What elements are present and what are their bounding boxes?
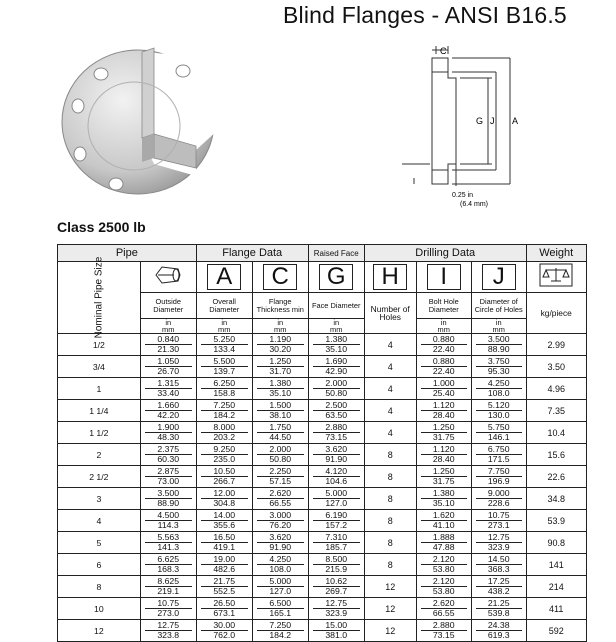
nominal-pipe-size: 1 1/4	[58, 400, 141, 422]
circle-of-holes-diameter: 9.000 228.6	[471, 488, 526, 510]
outside-diameter: 12.75 323.8	[140, 620, 196, 642]
table-row	[58, 334, 587, 356]
overall-diameter: 16.50 419.1	[196, 532, 252, 554]
overall-diameter: 30.00 762.0	[196, 620, 252, 642]
face-diameter: 2.000 50.80	[308, 378, 364, 400]
desc-kg-per-piece: kg/piece	[526, 293, 586, 334]
overall-diameter: 19.00 482.6	[196, 554, 252, 576]
circle-of-holes-diameter: 3.750 95.30	[471, 356, 526, 378]
bolt-hole-diameter: 1.620 41.10	[416, 510, 471, 532]
scale-icon	[526, 262, 586, 293]
raised-face-note: 0.25 in	[452, 192, 474, 199]
outside-diameter: 2.375 60.30	[140, 444, 196, 466]
weight-kg: 592	[526, 620, 586, 642]
face-diameter: 4.120 104.6	[308, 466, 364, 488]
face-diameter: 10.62 269.7	[308, 576, 364, 598]
weight-kg: 90.8	[526, 532, 586, 554]
nominal-pipe-size: 2	[58, 444, 141, 466]
flange-thickness: 4.250 108.0	[252, 554, 308, 576]
weight-kg: 22.6	[526, 466, 586, 488]
desc-bolt-hole-diameter: Bolt Hole Diameter	[416, 293, 471, 319]
page-title: Blind Flanges - ANSI B16.5	[283, 2, 567, 28]
number-of-holes: 8	[364, 510, 416, 532]
flange-thickness: 1.190 30.20	[252, 334, 308, 356]
face-diameter: 1.690 42.90	[308, 356, 364, 378]
group-flange-data: Flange Data	[196, 245, 308, 262]
table-row	[58, 510, 587, 532]
desc-flange-thickness: Flange Thickness min	[252, 293, 308, 319]
nominal-pipe-size: 3	[58, 488, 141, 510]
bolt-hole-diameter: 2.120 53.80	[416, 576, 471, 598]
face-diameter: 1.380 35.10	[308, 334, 364, 356]
weight-kg: 3.50	[526, 356, 586, 378]
desc-circle-diameter: Diameter of Circle of Holes	[471, 293, 526, 319]
number-of-holes: 8	[364, 532, 416, 554]
flange-thickness: 3.000 76.20	[252, 510, 308, 532]
nominal-pipe-size: 1	[58, 378, 141, 400]
circle-of-holes-diameter: 5.120 130.0	[471, 400, 526, 422]
pipe-icon	[140, 262, 196, 293]
circle-of-holes-diameter: 12.75 323.9	[471, 532, 526, 554]
circle-of-holes-diameter: 14.50 368.3	[471, 554, 526, 576]
table-row	[58, 466, 587, 488]
unit-cell: in mm	[416, 319, 471, 334]
nominal-pipe-size: 1/2	[58, 334, 141, 356]
overall-diameter: 14.00 355.6	[196, 510, 252, 532]
desc-face-diameter: Face Diameter	[308, 293, 364, 319]
face-diameter: 3.620 91.90	[308, 444, 364, 466]
flange-thickness: 7.250 184.2	[252, 620, 308, 642]
dimension-drawing	[392, 36, 542, 211]
bolt-hole-diameter: 1.250 31.75	[416, 466, 471, 488]
nominal-pipe-size: 2 1/2	[58, 466, 141, 488]
weight-kg: 10.4	[526, 422, 586, 444]
table-row	[58, 422, 587, 444]
nominal-pipe-size: 10	[58, 598, 141, 620]
unit-cell: in mm	[196, 319, 252, 334]
unit-cell: in mm	[140, 319, 196, 334]
raised-face-note-mm: (6.4 mm)	[460, 201, 488, 208]
bolt-hole-diameter: 2.620 66.55	[416, 598, 471, 620]
outside-diameter: 0.840 21.30	[140, 334, 196, 356]
group-pipe: Pipe	[58, 245, 197, 262]
number-of-holes: 8	[364, 444, 416, 466]
number-of-holes: 8	[364, 554, 416, 576]
table-row	[58, 356, 587, 378]
group-weight: Weight	[526, 245, 586, 262]
flange-thickness: 1.750 44.50	[252, 422, 308, 444]
nominal-pipe-size: 12	[58, 620, 141, 642]
table-row	[58, 444, 587, 466]
nominal-pipe-size: 4	[58, 510, 141, 532]
circle-of-holes-diameter: 7.750 196.9	[471, 466, 526, 488]
flange-thickness: 3.620 91.90	[252, 532, 308, 554]
number-of-holes: 4	[364, 400, 416, 422]
bolt-hole-diameter: 1.120 28.40	[416, 444, 471, 466]
overall-diameter: 7.250 184.2	[196, 400, 252, 422]
overall-diameter: 5.250 133.4	[196, 334, 252, 356]
nominal-pipe-size: 3/4	[58, 356, 141, 378]
bolt-hole-diameter: 1.380 35.10	[416, 488, 471, 510]
circle-of-holes-diameter: 17.25 438.2	[471, 576, 526, 598]
table-row	[58, 532, 587, 554]
bolt-hole-diameter: 0.880 22.40	[416, 356, 471, 378]
circle-of-holes-diameter: 5.750 146.1	[471, 422, 526, 444]
face-diameter: 8.500 215.9	[308, 554, 364, 576]
circle-of-holes-diameter: 21.25 539.8	[471, 598, 526, 620]
dim-label-j: J	[490, 116, 495, 126]
circle-of-holes-diameter: 4.250 108.0	[471, 378, 526, 400]
weight-kg: 15.6	[526, 444, 586, 466]
bolt-hole-diameter: 2.120 53.80	[416, 554, 471, 576]
face-diameter: 2.880 73.15	[308, 422, 364, 444]
flange-thickness: 1.250 31.70	[252, 356, 308, 378]
number-of-holes: 12	[364, 576, 416, 598]
outside-diameter: 1.315 33.40	[140, 378, 196, 400]
overall-diameter: 21.75 552.5	[196, 576, 252, 598]
number-of-holes: 4	[364, 334, 416, 356]
weight-kg: 214	[526, 576, 586, 598]
flange-illustration	[58, 38, 223, 198]
bolt-hole-diameter: 2.880 73.15	[416, 620, 471, 642]
desc-number-of-holes: Number of Holes	[364, 293, 416, 334]
circle-of-holes-diameter: 3.500 88.90	[471, 334, 526, 356]
overall-diameter: 26.50 673.1	[196, 598, 252, 620]
table-row	[58, 576, 587, 598]
face-diameter: 5.000 127.0	[308, 488, 364, 510]
table-row	[58, 400, 587, 422]
face-diameter: 6.190 157.2	[308, 510, 364, 532]
weight-kg: 411	[526, 598, 586, 620]
nominal-pipe-size: 6	[58, 554, 141, 576]
dim-label-c: C	[440, 46, 447, 56]
outside-diameter: 10.75 273.0	[140, 598, 196, 620]
bolt-hole-diameter: 1.888 47.88	[416, 532, 471, 554]
nominal-pipe-size: 8	[58, 576, 141, 598]
weight-kg: 7.35	[526, 400, 586, 422]
desc-outside-diameter: Outside Diameter	[140, 293, 196, 319]
dim-label-g: G	[476, 116, 484, 126]
outside-diameter: 1.660 42.20	[140, 400, 196, 422]
unit-cell: in mm	[471, 319, 526, 334]
overall-diameter: 8.000 203.2	[196, 422, 252, 444]
number-of-holes: 12	[364, 620, 416, 642]
flange-thickness: 2.000 50.80	[252, 444, 308, 466]
outside-diameter: 4.500 114.3	[140, 510, 196, 532]
group-drilling-data: Drilling Data	[364, 245, 526, 262]
weight-kg: 53.9	[526, 510, 586, 532]
flange-thickness: 1.380 35.10	[252, 378, 308, 400]
outside-diameter: 2.875 73.00	[140, 466, 196, 488]
symbol-c: C	[263, 264, 297, 290]
nps-header: Nominal Pipe Size	[58, 262, 141, 334]
desc-overall-diameter: Overall Diameter	[196, 293, 252, 319]
class-heading: Class 2500 lb	[57, 219, 146, 235]
overall-diameter: 9.250 235.0	[196, 444, 252, 466]
group-raised-face: Raised Face	[308, 245, 364, 262]
weight-kg: 141	[526, 554, 586, 576]
number-of-holes: 4	[364, 378, 416, 400]
symbol-i: I	[427, 264, 461, 290]
flange-thickness: 5.000 127.0	[252, 576, 308, 598]
flange-thickness: 2.250 57.15	[252, 466, 308, 488]
circle-of-holes-diameter: 24.38 619.3	[471, 620, 526, 642]
weight-kg: 4.96	[526, 378, 586, 400]
number-of-holes: 4	[364, 422, 416, 444]
outside-diameter: 1.900 48.30	[140, 422, 196, 444]
symbol-j: J	[482, 264, 516, 290]
circle-of-holes-diameter: 6.750 171.5	[471, 444, 526, 466]
flange-thickness: 6.500 165.1	[252, 598, 308, 620]
nominal-pipe-size: 5	[58, 532, 141, 554]
overall-diameter: 12.00 304.8	[196, 488, 252, 510]
flange-thickness: 1.500 38.10	[252, 400, 308, 422]
bolt-hole-diameter: 1.250 31.75	[416, 422, 471, 444]
outside-diameter: 5.563 141.3	[140, 532, 196, 554]
nominal-pipe-size: 1 1/2	[58, 422, 141, 444]
flange-table	[57, 244, 587, 642]
overall-diameter: 10.50 266.7	[196, 466, 252, 488]
dim-label-a: A	[512, 116, 519, 126]
flange-thickness: 2.620 66.55	[252, 488, 308, 510]
unit-cell: in mm	[308, 319, 364, 334]
face-diameter: 7.310 185.7	[308, 532, 364, 554]
overall-diameter: 6.250 158.8	[196, 378, 252, 400]
unit-cell: in mm	[252, 319, 308, 334]
number-of-holes: 8	[364, 488, 416, 510]
outside-diameter: 8.625 219.1	[140, 576, 196, 598]
symbol-h: H	[373, 264, 407, 290]
symbol-g: G	[319, 264, 353, 290]
face-diameter: 2.500 63.50	[308, 400, 364, 422]
weight-kg: 34.8	[526, 488, 586, 510]
table-body	[58, 334, 587, 642]
number-of-holes: 8	[364, 466, 416, 488]
table-row	[58, 554, 587, 576]
face-diameter: 12.75 323.9	[308, 598, 364, 620]
bolt-hole-diameter: 1.120 28.40	[416, 400, 471, 422]
outside-diameter: 6.625 168.3	[140, 554, 196, 576]
number-of-holes: 4	[364, 356, 416, 378]
number-of-holes: 12	[364, 598, 416, 620]
circle-of-holes-diameter: 10.75 273.1	[471, 510, 526, 532]
symbol-a: A	[207, 264, 241, 290]
overall-diameter: 5.500 139.7	[196, 356, 252, 378]
face-diameter: 15.00 381.0	[308, 620, 364, 642]
bolt-hole-diameter: 0.880 22.40	[416, 334, 471, 356]
weight-kg: 2.99	[526, 334, 586, 356]
table-row	[58, 378, 587, 400]
bolt-hole-diameter: 1.000 25.40	[416, 378, 471, 400]
table-row	[58, 620, 587, 642]
table-row	[58, 488, 587, 510]
outside-diameter: 3.500 88.90	[140, 488, 196, 510]
outside-diameter: 1.050 26.70	[140, 356, 196, 378]
